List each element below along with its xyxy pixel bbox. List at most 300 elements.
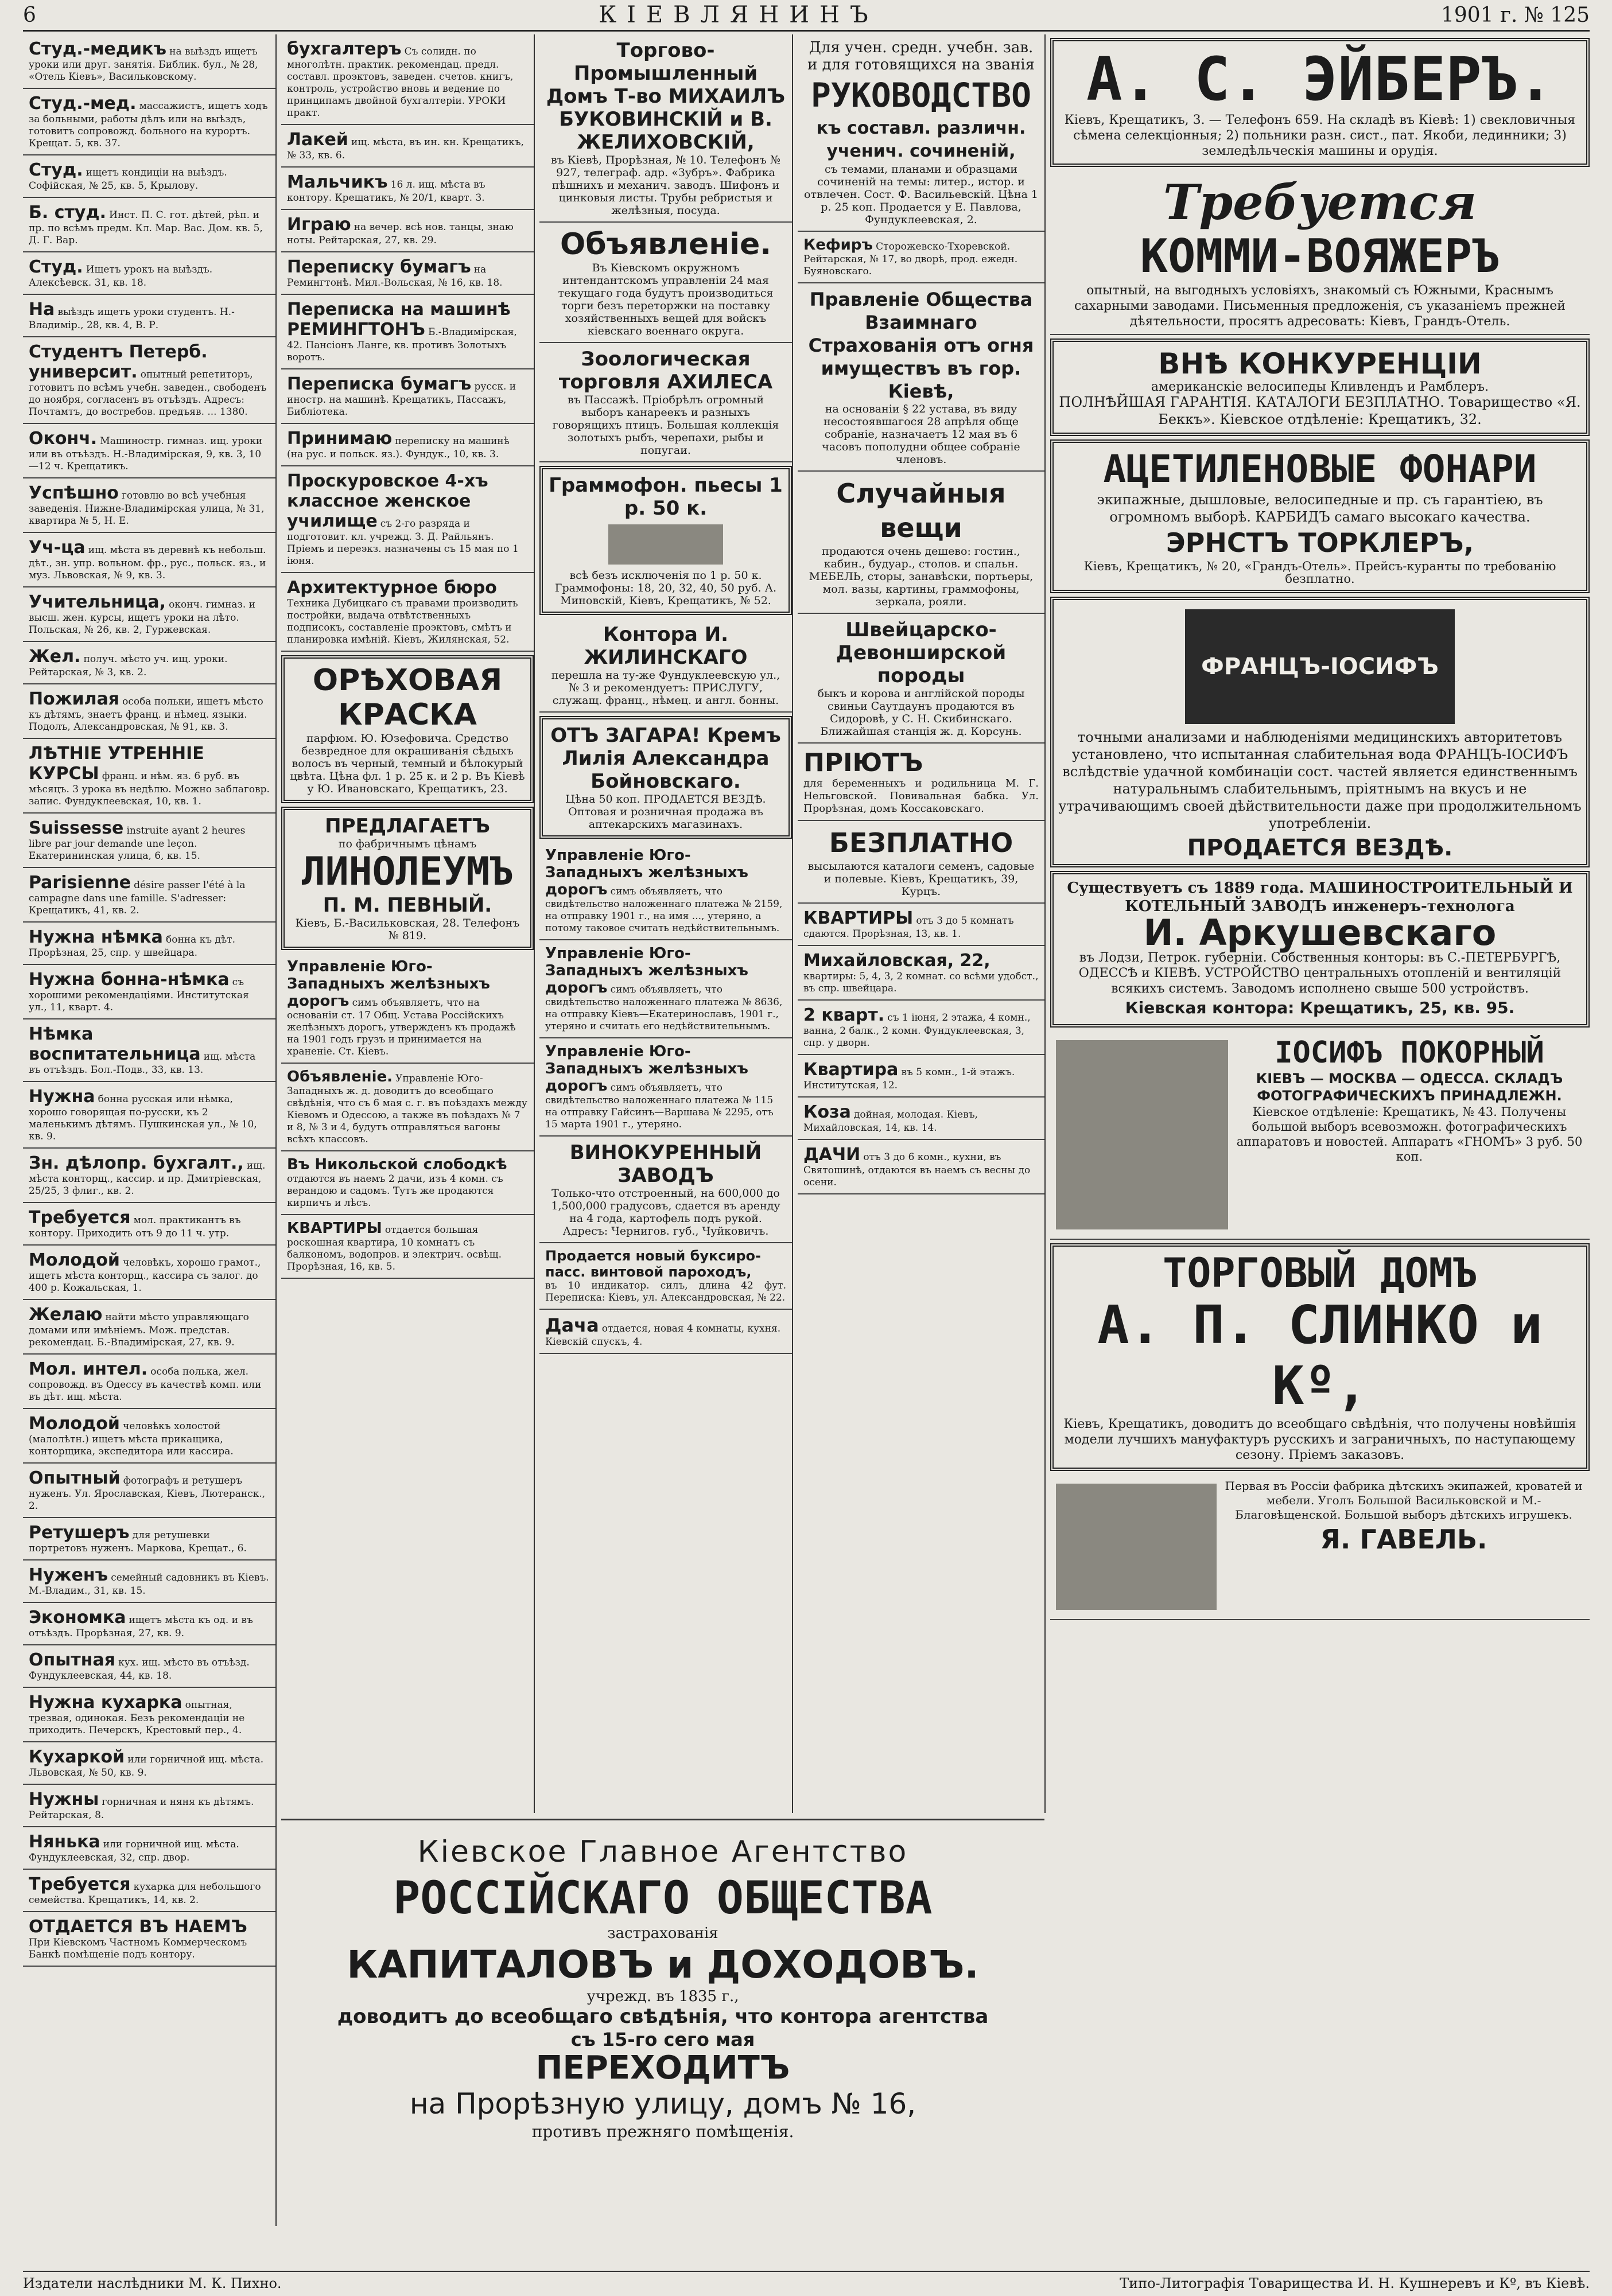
- ad-text: на вечер. всѣ нов. танцы, знаю ноты. Рейтарская, 27, кв. 29.: [287, 221, 514, 246]
- ad-text: семейный садовникъ въ Кіевъ. М.-Владим., 31, кв. 15.: [29, 1572, 269, 1597]
- agency-line-9: на Прорѣзную улицу, домъ № 16,: [409, 2087, 916, 2120]
- ad-subheading: КІЕВЪ — МОСКВА — ОДЕССА. СКЛАДЪ ФОТОГРАФИЧЕСКИХЪ ПРИНАДЛЕЖН.: [1256, 1071, 1563, 1104]
- ad-text: получ. мѣсто уч. ищ. уроки. Рейтарская, № 3, кв. 2.: [29, 653, 228, 678]
- column-3: [539, 34, 793, 1813]
- classified-ad: [281, 34, 534, 125]
- ad-text: ищ. мѣста въ деревнѣ къ небольш. дѣт., зн. упр. вольном. фр., рус., польск. яз., и муз. Львовская, № 9, кв. 3.: [29, 544, 266, 581]
- column-4: [798, 34, 1046, 1813]
- ad-heading: Ретушеръ: [29, 1523, 130, 1543]
- ad-text: Машиностр. гимназ. ищ. уроки или въ отъѣздъ. Н.-Владимірская, 9, кв. 3, 10—12 ч. Крещатикъ.: [29, 435, 263, 472]
- classified-ad: [23, 1518, 275, 1560]
- agency-line-8: ПЕРЕХОДИТЪ: [535, 2049, 790, 2087]
- ad-text: съ хорошими рекомендаціями. Институтская ул., 11, кварт. 4.: [29, 976, 249, 1013]
- ad-heading: Квартира: [803, 1060, 899, 1080]
- ad-text: для беременныхъ и родильница М. Г. Нельговской. Повивальная бабка. Ул. Прорѣзная, домъ Коссаковскаго.: [803, 777, 1039, 815]
- ad-heading: Лакей: [287, 130, 348, 150]
- ad-insurance-board: [798, 283, 1044, 472]
- ad-heading: Требуется: [29, 1874, 131, 1894]
- ad-text: отдаются въ наемъ 2 дачи, изъ 4 комн. съ верандою и садомъ. Тутъ же продаются кирпичъ и лѣсъ.: [287, 1173, 503, 1209]
- classified-ad: [23, 965, 275, 1019]
- ad-pretext: Существуетъ съ 1889 года. МАШИНОСТРОИТЕЛЬНЫЙ И КОТЕЛЬНЫЙ ЗАВОДЪ инженеръ-технолога: [1067, 880, 1573, 915]
- railway-notice: [539, 1038, 792, 1137]
- ad-heading: Требуется: [1163, 174, 1477, 231]
- ad-office: [539, 618, 792, 713]
- ad-heading: Михайловская, 22,: [803, 951, 990, 971]
- ad-subheading: къ составл. различн. ученич. сочиненій,: [816, 118, 1026, 161]
- ad-heading: Пожилая: [29, 689, 120, 709]
- ad-text: выѣздъ ищетъ уроки студентъ. Н.-Владимір., 28, кв. 4, В. Р.: [29, 306, 235, 331]
- ad-heading: ОТЪ ЗАГАРА! Кремъ Лилія Александра Бойновскаго.: [550, 724, 781, 793]
- railway-notice: [539, 940, 792, 1038]
- ad-text: фотографъ и ретушеръ нуженъ. Ул. Ярославская, Кіевъ, Лютеранск., 2.: [29, 1475, 266, 1512]
- page-number: 6: [23, 3, 36, 27]
- ad-text: Инст. П. С. гот. дѣтей, рѣп. и пр. по всѣмъ предм. Кл. Мар. Вас. Дом. кв. 5, Д. Г. Вар.: [29, 209, 263, 246]
- ad-heading: ІОСИФЪ ПОКОРНЫЙ: [1275, 1036, 1544, 1070]
- ad-text: въ Кіевѣ, Прорѣзная, № 10. Телефонъ № 927, телеграф. адр. «Зубръ». Фабрика пѣшнихъ и механич. заводъ. Шифонъ и цинковыя листы. Трубы ребристыя и желѣзныя, посуда.: [551, 154, 780, 217]
- ad-text: съ темами, планами и образцами сочиненій на темы: литер., истор. и отвлечен. Сост. Ф. Васильевскій. Цѣна 1 р. 25 коп. Продается у Е. Павлова, Фундуклеевская, 2.: [804, 163, 1038, 226]
- classified-ad: [281, 168, 534, 210]
- ad-heading: Контора И. ЖИЛИНСКАГО: [584, 623, 748, 669]
- ad-text: переписку на машинѣ (на рус. и польск. яз.). Фундук., 10, кв. 3.: [287, 435, 510, 460]
- ad-bicycles: [1050, 338, 1590, 436]
- ad-heading: Успѣшно: [29, 483, 119, 503]
- classified-ad: [23, 424, 275, 478]
- classified-ad: [281, 424, 534, 466]
- ad-dacha: [539, 1310, 792, 1354]
- ad-photo-supplies: [1050, 1031, 1590, 1240]
- ad-heading: Учительница,: [29, 592, 166, 612]
- ad-arkushevsky-plant: [1050, 871, 1590, 1028]
- ad-heading: Правленіе Общества Взаимнаго Страхованія отъ огня имуществъ въ гор. Кіевѣ,: [808, 289, 1034, 402]
- classified-ad: [23, 252, 275, 295]
- ad-linoleum: [281, 807, 534, 950]
- ad-subheading: по фабричнымъ цѣнамъ: [338, 838, 477, 850]
- ad-text: на Ремингтонѣ. Мил.-Вольская, № 16, кв. 18.: [287, 264, 503, 289]
- classified-ad: [23, 1688, 275, 1742]
- publisher: Издатели наслѣдники М. К. Пихно.: [23, 2275, 282, 2291]
- ad-heading: Студ.-мед.: [29, 94, 137, 114]
- ad-text: всѣ безъ исключенія по 1 р. 50 к. Граммофоны: 18, 20, 32, 40, 50 руб. А. Миновскій, Кіевъ, Крещатикъ, № 52.: [554, 569, 777, 607]
- ad-heading: Принимаю: [287, 429, 393, 449]
- ad-text: опытный, на выгодныхъ условіяхъ, знакомый съ Южными, Краснымъ сахарными заводами. Письменныя предложенія, съ указаніемъ прежней дѣятельности, просятъ адресовать: Кіевъ, Грандъ-Отель.: [1074, 283, 1566, 329]
- ad-subheading: КОММИ-ВОЯЖЕРЪ: [1140, 229, 1500, 283]
- ad-text: Б.-Владимірская, 42. Пансіонъ Ланге, кв. противъ Золотыхъ воротъ.: [287, 326, 517, 363]
- ad-heading: Управленіе Юго-Западныхъ желѣзныхъ дорогъ: [545, 847, 748, 898]
- ad-office: Кіевская контора: Крещатикъ, 25, кв. 95.: [1125, 998, 1515, 1017]
- ad-text: экипажные, дышловые, велосипедные и пр. съ гарантіею, въ огромномъ выборѣ. КАРБИДЪ самаго высокаго качества.: [1097, 492, 1543, 525]
- ad-heading: Нужна бонна-нѣмка: [29, 970, 230, 990]
- ad-heading: Желаю: [29, 1305, 103, 1325]
- ad-gavel-prams: [1050, 1474, 1590, 1620]
- ad-text: отдается большая роскошная квартира, 10 комнатъ съ балкономъ, водопров. и электрич. освѣщ. Прорѣзная, 16, кв. 5.: [287, 1224, 502, 1272]
- ad-kefir: [798, 232, 1044, 283]
- ad-heading: Нужны: [29, 1789, 99, 1809]
- ad-text: Первая въ Россіи фабрика дѣтскихъ экипажей, кроватей и мебели. Уголъ Большой Васильковской и М.-Благовѣщенской. Большой выборъ дѣтскихъ игрушекъ.: [1225, 1479, 1583, 1521]
- column-5: [1050, 34, 1590, 2226]
- ad-zoo-shop: [539, 343, 792, 462]
- classified-ad: [23, 1149, 275, 1203]
- ad-heading: Нужна: [29, 1087, 95, 1107]
- classified-ad: [23, 198, 275, 252]
- ad-text: перешла на ту-же Фундуклеевскую ул., № 3 и рекомендуетъ: ПРИСЛУГУ, служащ. франц., нѣмец. и англ. бонны.: [551, 669, 780, 707]
- ad-heading: Молодой: [29, 1250, 120, 1270]
- ad-text: Съ солидн. по многолѣтн. практик. рекомендац. предл. составл. проэктовъ, заведен. счетов. книгъ, контроль, устройство вновь и ведение по принципамъ двойной бухгалтеріи. УРОКИ практ.: [287, 46, 514, 119]
- masthead: [23, 0, 1590, 32]
- ad-heading: Опытный: [29, 1468, 121, 1488]
- ad-text: высылаются каталоги семенъ, садовые и полевые. Кіевъ, Крещатикъ, 39, Курцъ.: [807, 860, 1035, 898]
- ad-heading: АЦЕТИЛЕНОВЫЕ ФОНАРИ: [1103, 447, 1537, 491]
- ad-brand: П. М. ПЕВНЫЙ.: [323, 894, 492, 917]
- ad-heading: Переписка на машинѣ РЕМИНГТОНЪ: [287, 299, 511, 340]
- ad-text: Ищетъ урокъ на выѣздъ. Алексѣевск. 31, кв. 18.: [29, 264, 213, 289]
- ad-pretext: Для учен. средн. учебн. зав. и для готовящихся на званія: [807, 39, 1035, 73]
- classified-ad: [23, 1645, 275, 1688]
- agency-line-3: застрахованія: [607, 1925, 718, 1942]
- ad-text: на основаніи § 22 устава, въ виду несостоявшагося 28 апрѣля обще собраніе, назначаетъ 12 мая въ 6 часовъ пополудни общее собраніе членовъ.: [822, 403, 1020, 466]
- rental-ad: [798, 1098, 1044, 1140]
- ad-brand: А. П. СЛИНКО и Кº,: [1097, 1294, 1543, 1416]
- ad-text: человѣкъ, хорошо грамот., ищетъ мѣста конторщ., кассира съ залог. до 400 р. Кожальская, 1.: [29, 1257, 261, 1294]
- ad-text: симъ объявляетъ, что свидѣтельство наложеннаго платежа № 115 на отправку Гайсинъ—Варшава № 2295, отъ 15 марта 1901 г., утеряно.: [545, 1082, 774, 1130]
- agency-line-1: Кіевское Главное Агентство: [417, 1835, 908, 1869]
- ad-text: опытная, трезвая, одинокая. Безъ рекомендаціи не приходить. Печерскъ, Крестовый пер., 4.: [29, 1699, 245, 1736]
- ad-heading: Объявленіе.: [560, 227, 771, 262]
- railway-notice: [281, 954, 534, 1064]
- ad-text: ПОЛНѢЙШАЯ ГАРАНТІЯ. КАТАЛОГИ БЕЗПЛАТНО. Товарищество «Я. Беккъ». Кіевское отдѣленіе: Крещатикъ, 32.: [1059, 394, 1581, 427]
- classified-ad: [23, 1827, 275, 1870]
- ad-text: Кіевское отдѣленіе: Крещатикъ, № 43. Получены большой выборъ всевозможн. фотографическихъ аппаратовъ и новостей. Аппаратъ «ГНОМЪ» 3 руб. 50 коп.: [1236, 1105, 1583, 1163]
- ad-text: симъ объявляетъ, что свидѣтельство наложеннаго платежа № 8636, на отправку Кіевъ—Екатеринославъ, 1901 г., утеряно и считать его недѣйствительнымъ.: [545, 984, 783, 1032]
- ad-text: особа полька, жел. сопровожд. въ Одессу въ качествѣ комп. или въ дѣт. ищ. мѣста.: [29, 1366, 262, 1403]
- ad-text: горничная и няня къ дѣтямъ. Рейтарская, 8.: [29, 1796, 254, 1821]
- rental-ad: [798, 904, 1044, 946]
- ad-heading: Молодой: [29, 1414, 120, 1434]
- classified-ad: [23, 587, 275, 642]
- ad-text: бонна русская или нѣмка, хорошо говорящая по-русски, къ 2 маленькимъ дѣтямъ. Пушкинская ул., № 10, кв. 9.: [29, 1093, 257, 1142]
- bottle-label-image: [1185, 609, 1455, 724]
- classified-ad: [23, 1560, 275, 1603]
- ad-free-catalogs: [798, 821, 1044, 904]
- ad-text: съ 1 іюня, 2 этажа, 4 комн., ванна, 2 балк., 2 комн. Фундуклеевская, 3, спр. у дворн.: [803, 1012, 1031, 1049]
- ad-heading: КВАРТИРЫ: [287, 1220, 382, 1237]
- ad-text: или горничной ищ. мѣста. Фундуклеевская, 32, спр. двор.: [29, 1839, 239, 1863]
- classified-ad: [23, 34, 275, 89]
- classified-ad: [23, 478, 275, 533]
- ad-text: Только-что отстроенный, на 600,000 до 1,500,000 градусовъ, сдается въ аренду на 4 года, картофель подъ рукой. Адресъ: Чернигов. губ., Чуйковичъ.: [551, 1187, 780, 1237]
- ad-heading: ОРѢХОВАЯ КРАСКА: [312, 663, 503, 732]
- ad-text: или горничной ищ. мѣста. Львовская, № 50, кв. 9.: [29, 1754, 264, 1779]
- ad-random-items: [798, 472, 1044, 614]
- classified-ad: [23, 337, 275, 424]
- ad-heading: Нужна кухарка: [29, 1692, 182, 1713]
- ad-heading: Управленіе Юго-Западныхъ желѣзныхъ дорогъ: [545, 1043, 748, 1095]
- ad-text: instruite ayant 2 heures libre par jour demande une leçon. Екатерининская улица, 6, кв. 15.: [29, 825, 246, 862]
- ad-text: готовлю во всѣ учебныя заведенія. Нижне-Владимірская улица, № 31, квартира № 5, Н. Е.: [29, 490, 265, 527]
- ad-heading: Случайныя вещи: [836, 478, 1006, 543]
- ad-heading: Дача: [545, 1314, 599, 1336]
- classified-ad: [23, 1082, 275, 1149]
- ad-heading: Требуется: [29, 1208, 131, 1228]
- ad-text: для ретушевки портретовъ нуженъ. Маркова, Крещат., 6.: [29, 1530, 247, 1554]
- classified-ad: [23, 1409, 275, 1464]
- ad-heading: И. Аркушевскаго: [1143, 912, 1497, 954]
- ad-heading: Объявленіе.: [287, 1068, 393, 1085]
- rental-ad: [798, 1140, 1044, 1194]
- ad-heading: Переписку бумагъ: [287, 257, 471, 277]
- classified-ad: [23, 684, 275, 739]
- ad-text: отъ 3 до 5 комнатъ сдаются. Прорѣзная, 13, кв. 1.: [803, 915, 1014, 940]
- ad-nut-paint: [281, 655, 534, 803]
- ad-text: въ Лодзи, Петрок. губерніи. Собственныя конторы: въ С.-ПЕТЕРБУРГѢ, ОДЕССѢ и КІЕВѢ. УСТРОЙСТВО центральныхъ отопленій и вентиляцій всякихъ системъ. Заводомъ исполнено свыше 500 устройствъ.: [1078, 951, 1561, 996]
- ad-heading: Оконч.: [29, 429, 98, 449]
- ad-heading: Архитектурное бюро: [287, 578, 497, 598]
- ad-text: особа польки, ищетъ мѣсто къ дѣтямъ, знаетъ франц. и нѣмец. языки. Подолъ, Александровская, № 91, кв. 3.: [29, 696, 263, 733]
- ad-cream: [539, 716, 792, 839]
- ad-heading: Переписка бумагъ: [287, 374, 472, 394]
- ad-text: Цѣна 50 коп. ПРОДАЕТСЯ ВЕЗДѢ. Оптовая и розничная продажа въ аптекарскихъ магазинахъ.: [565, 793, 766, 831]
- ad-text: продаются очень дешево: гостин., кабин., будуар., столов. и спальн. МЕБЕЛЬ, сторы, занавѣски, портьеры, мол. вазы, картины, граммофоны, зеркала, рояли.: [809, 545, 1034, 608]
- classified-ad: [281, 295, 534, 369]
- ad-gramophone: [539, 466, 792, 615]
- agency-line-5: учрежд. въ 1835 г.,: [586, 1988, 739, 2005]
- ad-heading: Suissesse: [29, 818, 124, 838]
- classified-ad: [23, 1785, 275, 1827]
- classified-ad: [281, 210, 534, 252]
- agency-line-7: съ 15-го сего мая: [570, 2029, 755, 2050]
- ad-heading: Проскуровское 4-хъ классное женское училище: [287, 471, 488, 531]
- classified-ad: [281, 466, 534, 573]
- insurance-agency-banner: [281, 1819, 1044, 2279]
- ad-address: Кіевъ, Крещатикъ, № 20, «Грандъ-Отель». Прейсъ-куранты по требованію безплатно.: [1083, 559, 1556, 586]
- ad-heading: На: [29, 299, 55, 320]
- camera-image: [1056, 1040, 1228, 1229]
- ad-heading: Parisienne: [29, 873, 131, 893]
- agency-line-2: РОССІЙСКАГО ОБЩЕСТВА: [393, 1873, 933, 1924]
- ad-heading: КВАРТИРЫ: [803, 908, 914, 928]
- ad-heading: ВИНОКУРЕННЫЙ ЗАВОДЪ: [569, 1141, 762, 1187]
- ad-text: франц. и нѣм. яз. 6 руб. въ мѣсяцъ. 3 урока въ недѣлю. Можно заблаговр. запис. Фундуклеевская, 10, кв. 1.: [29, 770, 270, 807]
- ad-text: désire passer l'été à la campagne dans une famille. S'adresser: Крещатикъ, 41, кв. 2.: [29, 880, 246, 916]
- ad-text: бонна къ дѣт. Прорѣзная, 25, спр. у швейцара.: [29, 934, 236, 959]
- ad-text: быкъ и корова и англійской породы свиньи Саутдаунъ продаются въ Сидоровѣ, у С. Н. Скибинскаго. Ближайшая станція ж. д. Корсунь.: [817, 687, 1025, 738]
- ad-product: ЛИНОЛЕУМЪ: [301, 849, 514, 894]
- ad-distillery: [539, 1137, 792, 1243]
- ad-heading: БЕЗПЛАТНО: [829, 827, 1013, 858]
- ad-heading: Нуженъ: [29, 1565, 108, 1585]
- ad-text: Кіевъ, Крещатикъ, 3. — Телефонъ 659. На складѣ въ Кіевѣ: 1) свекловичныя сѣмена селекціонныя; 2) польники разн. сист., пат. Якоби, лединники; 3) земледѣльческія машины и орудія.: [1064, 113, 1576, 158]
- ad-text: квартиры: 5, 4, 3, 2 комнат. со всѣми удобст., въ спр. швейцара.: [803, 971, 1039, 994]
- ad-heading: 2 кварт.: [803, 1005, 885, 1025]
- ad-heading: Управленіе Юго-Западныхъ желѣзныхъ дорогъ: [287, 958, 490, 1010]
- ad-text: Управленіе Юго-Западныхъ ж. д. доводитъ до всеобщаго свѣдѣнія, что съ 6 мая с. г. въ поѣздахъ между Кіевомъ и Одессою, а также въ поѣздахъ № 7 и 8, № 3 и 4, будутъ отправляться вагоны всѣхъ классовъ.: [287, 1073, 527, 1145]
- ad-text: оконч. гимназ. и высш. жен. курсы, ищетъ уроки на лѣто. Польская, № 26, кв. 2, Гуржевская.: [29, 599, 255, 636]
- ad-heading: Швейцарско-Девонширской породы: [836, 618, 1007, 687]
- classified-ad: [23, 1355, 275, 1409]
- rental-ad: [798, 946, 1044, 1001]
- ad-heading: ЛѢТНІЕ УТРЕННІЕ КУРСЫ: [29, 744, 204, 784]
- ad-text: ищ. мѣста, въ ин. кн. Крещатикъ, № 33, кв. 6.: [287, 137, 524, 161]
- pram-image: [1056, 1484, 1217, 1610]
- classified-ad: [23, 1203, 275, 1246]
- ad-text: мол. практикантъ въ контору. Приходить отъ 9 до 11 ч. утр.: [29, 1215, 241, 1239]
- agency-line-10: противъ прежняго помѣщенія.: [531, 2122, 794, 2141]
- classified-ad: [23, 1912, 275, 1967]
- ad-heading: Экономка: [29, 1608, 126, 1628]
- ad-sale: ПРОДАЕТСЯ ВЕЗДѢ.: [1187, 835, 1453, 861]
- ad-heading: Торгово-Промышленный Домъ Т-во МИХАИЛЪ БУКОВИНСКІЙ и В. ЖЕЛИХОВСКІЙ,: [546, 39, 786, 154]
- railway-notice: [539, 842, 792, 940]
- ad-text: отдается, новая 4 комнаты, кухня. Кіевскій спускъ, 4.: [545, 1323, 781, 1348]
- ad-text: найти мѣсто управляющаго домами или имѣніемъ. Мож. представ. рекомендац. Б.-Владимірская, 27, кв. 9.: [29, 1312, 249, 1348]
- ad-text: парфюм. Ю. Юзефовича. Средство безвредное для окрашиванія сѣдыхъ волосъ въ черный, темный и бѣлокурый цвѣта. Цѣна фл. 1 р. 25 к. и 2 р. Въ Кіевѣ у Ю. Ивановскаго, Крещатикъ, 23.: [290, 732, 525, 795]
- ad-brand: ЭРНСТЪ ТОРКЛЕРЪ,: [1166, 527, 1474, 558]
- printer: Типо-Литографія Товарищества И. Н. Кушнеревъ и Кº, въ Кіевѣ.: [1120, 2275, 1590, 2291]
- rental-ad: [798, 1001, 1044, 1055]
- ad-heading: Играю: [287, 215, 351, 235]
- ad-text: русск. и иностр. на машинѣ. Крещатикъ, Пассажъ, Библіотека.: [287, 381, 516, 418]
- ad-text: массажистъ, ищетъ ходъ за больными, работы дѣлъ или на выѣздъ, готовитъ сопровожд. больного на курортъ. Крещат. 5, кв. 37.: [29, 100, 268, 149]
- ad-announcement: [539, 223, 792, 343]
- classified-ad: [23, 295, 275, 337]
- railway-notice: [281, 1215, 534, 1279]
- ad-heading: Жел.: [29, 647, 81, 667]
- ad-heading: Мальчикъ: [287, 172, 388, 192]
- ad-text: отъ 3 до 6 комн., кухни, въ Святошинѣ, отдаются въ наемъ съ весны до осени.: [803, 1151, 1031, 1188]
- classified-ad: [23, 1603, 275, 1645]
- classified-ad: [23, 642, 275, 684]
- newspaper-title: КІЕВЛЯНИНЪ: [599, 2, 879, 28]
- ad-commis-voyageur: [1050, 170, 1590, 335]
- ad-heading: бухгалтеръ: [287, 39, 402, 59]
- ad-text: Въ Кіевскомъ окружномъ интендантскомъ управленіи 24 мая текущаго года будутъ производиться торги безъ переторжки на поставку хозяйственныхъ вещей для войскъ кіевскаго военнаго округа.: [558, 262, 774, 337]
- ad-heading: Граммофон. пьесы 1 р. 50 к.: [549, 474, 783, 520]
- ad-heading: Зн. дѣлопр. бухгалт.,: [29, 1153, 244, 1173]
- classified-ad: [23, 739, 275, 814]
- page-footer: [23, 2271, 1590, 2296]
- ad-heading: А. С. ЭЙБЕРЪ.: [1086, 44, 1553, 114]
- classified-ad: [23, 1870, 275, 1912]
- classified-ad: [23, 1246, 275, 1300]
- ad-heading: ПРЕДЛАГАЕТЪ: [325, 815, 490, 838]
- rental-ad: [798, 1055, 1044, 1098]
- ad-heading: Кефиръ: [803, 236, 873, 254]
- railway-notice: [281, 1064, 534, 1151]
- ad-heading: РУКОВОДСТВО: [810, 76, 1032, 115]
- ad-acetylene-lamps: [1050, 439, 1590, 593]
- ad-text: Сторожевско-Тхоревской. Рейтарская, № 17, во дворѣ, прод. ежедн. Буяновскаго.: [803, 241, 1018, 277]
- ad-heading: Студ.: [29, 160, 83, 180]
- ad-slinko: [1050, 1243, 1590, 1471]
- ad-heading: Мол. интел.: [29, 1359, 148, 1379]
- classified-ad: [281, 573, 534, 652]
- classified-ad: [23, 1019, 275, 1082]
- ad-heading: Уч-ца: [29, 538, 86, 558]
- classified-ad: [23, 1300, 275, 1355]
- ad-heading: Нѣмка воспитательница: [29, 1024, 201, 1064]
- classified-ad: [23, 868, 275, 923]
- ad-text: Кіевъ, Б.-Васильковская, 28. Телефонъ № 819.: [295, 917, 520, 942]
- classified-ad: [281, 369, 534, 424]
- ad-guide-book: [798, 34, 1044, 232]
- ad-text: симъ объявляетъ, что свидѣтельство наложеннаго платежа № 2159, на отправку 1901 г., на имя ..., утеряно, а потому таковое считать недѣйствительнымъ.: [545, 886, 783, 934]
- ad-shelter: [798, 744, 1044, 821]
- agency-line-4: КАПИТАЛОВЪ и ДОХОДОВЪ.: [347, 1943, 979, 1987]
- column-2: [281, 34, 535, 1813]
- ad-text: дойная, молодая. Кіевъ, Михайловская, 14, кв. 14.: [803, 1109, 978, 1134]
- ad-heading: ПРІЮТЪ: [803, 748, 923, 777]
- ad-heading: Студентъ Петерб. университ.: [29, 342, 208, 382]
- classified-ad: [23, 923, 275, 965]
- ad-text: точными анализами и наблюденіями медицинскихъ авторитетовъ установлено, что испытанная слабительная вода ФРАНЦЪ-ІОСИФЪ вслѣдствіе удачной комбинаціи сост. частей является единственнымъ натуральнымъ слабительнымъ, пріятнымъ на вкусъ и не утрачивающимъ своей дѣйствительности даже при продолжительномъ употребленіи.: [1058, 729, 1582, 831]
- ad-text: Техника Дубицкаго съ правами производить постройки, выдача отвѣтственныхъ подписокъ, составленіе проэктовъ, смѣтъ и планировка имѣній. Кіевъ, Жилянская, 52.: [287, 598, 518, 645]
- ad-trading-house: [539, 34, 792, 223]
- ad-heading: ДАЧИ: [803, 1145, 861, 1165]
- ad-text: опытный репетиторъ, готовитъ по всѣмъ учебн. заведен., свободенъ до ноября, согласенъ въ отъѣздъ. Адресъ: Почтамтъ, до востребов. предъяв. ... 1380.: [29, 369, 267, 418]
- classified-ad: [23, 1742, 275, 1785]
- ad-heading: Кухаркой: [29, 1747, 125, 1767]
- classified-ad: [281, 252, 534, 295]
- ad-text: кухарка для небольшого семейства. Крещатикъ, 14, кв. 2.: [29, 1881, 261, 1906]
- ad-heading: ФРАНЦЪ-ІОСИФЪ: [1201, 653, 1439, 680]
- ad-heading: Б. студ.: [29, 203, 107, 223]
- classified-ad: [23, 814, 275, 868]
- ad-heading: Въ Никольской слободкѣ: [287, 1156, 507, 1173]
- ad-eiber: [1050, 38, 1590, 167]
- ad-text: съ 2-го разряда и подготовит. кл. учрежд. З. Д. Райльянъ. Пріемъ и переэкз. назначены съ 15 мая по 1 іюня.: [287, 518, 519, 567]
- agency-line-6: доводитъ до всеобщаго свѣдѣнія, что контора агентства: [337, 2005, 989, 2028]
- ad-text: 16 л. ищ. мѣста въ контору. Крещатикъ, № 20/1, кварт. 3.: [287, 179, 485, 204]
- ad-text: При Кіевскомъ Частномъ Коммерческомъ Банкѣ помѣщеніе подъ контору.: [29, 1937, 247, 1960]
- ad-mineral-water: [1050, 597, 1590, 867]
- column-1: [23, 34, 277, 2226]
- issue-number: 1901 г. № 125: [1440, 3, 1590, 27]
- railway-notice: [281, 1151, 534, 1215]
- gramophone-image: [608, 524, 723, 565]
- ad-text: въ Пассажѣ. Пріобрѣлъ огромный выборъ канареекъ и разныхъ говорящихъ птицъ. Большая коллекція золотыхъ рыбъ, черепахи, рыбы и попугаи.: [552, 394, 779, 457]
- ad-text: ищетъ кондиціи на выѣздъ. Софійская, № 25, кв. 5, Крылову.: [29, 167, 227, 192]
- ad-heading: Я. ГАВЕЛЬ.: [1320, 1524, 1487, 1555]
- ad-text: на выѣздъ ищетъ уроки или друг. занятія. Библик. бул., № 28, «Отель Кіевъ», Васильковскому.: [29, 46, 258, 83]
- ad-text: ищ. мѣста конторщ., кассир. и пр. Дмитріевская, 25/25, 3 флиг., кв. 2.: [29, 1160, 266, 1197]
- ad-text: ищ. мѣста въ отъѣздъ. Бол.-Подв., 33, кв. 13.: [29, 1051, 256, 1076]
- ad-heading: Опытная: [29, 1650, 115, 1670]
- ad-steamer: [539, 1243, 792, 1310]
- ad-heading: ВНѢ КОНКУРЕНЦІИ: [1158, 347, 1482, 380]
- ad-subheading: американскіе велосипеды Кливлендъ и Рамблеръ.: [1151, 380, 1489, 394]
- ad-heading: Продается новый буксиро-пасс. винтовой пароходъ,: [545, 1248, 762, 1280]
- ad-text: въ 10 индикатор. силъ, длина 42 фут. Переписка: Кіевъ, ул. Александровская, № 22.: [545, 1280, 786, 1303]
- ad-text: въ 5 комн., 1-й этажъ. Институтская, 12.: [803, 1067, 1015, 1091]
- ad-heading: Нянька: [29, 1832, 100, 1852]
- ad-heading: Зоологическая торговля АХИЛЕСА: [558, 348, 773, 394]
- ad-heading: Студ.: [29, 257, 83, 277]
- ad-text: кух. ищ. мѣсто въ отъѣзд. Фундуклеевская, 44, кв. 18.: [29, 1657, 250, 1682]
- ad-text: симъ объявляетъ, что на основаніи ст. 17 Общ. Устава Россійскихъ желѣзныхъ дорогъ, утвержденъ къ продажѣ на 1901 годъ грузъ и принимается на храненіе. Ст. Кіевъ.: [287, 997, 516, 1057]
- classified-ad: [23, 89, 275, 155]
- ad-text: человѣкъ холостой (малолѣтн.) ищетъ мѣста прикащика, конторщика, экспедитора или кассира.: [29, 1421, 234, 1457]
- classified-ad: [281, 125, 534, 168]
- classified-ad: [23, 533, 275, 587]
- classified-ad: [23, 155, 275, 198]
- ad-heading: Студ.-медикъ: [29, 39, 167, 59]
- ad-text: Кіевъ, Крещатикъ, доводитъ до всеобщаго свѣдѣнія, что получены новѣйшія модели лучшихъ мануфактуръ русскихъ и заграничныхъ, по наступающему сезону. Пріемъ заказовъ.: [1063, 1417, 1576, 1462]
- ad-heading: ОТДАЕТСЯ ВЪ НАЕМЪ: [29, 1917, 247, 1937]
- classified-ad: [23, 1464, 275, 1518]
- ad-heading: Нужна нѣмка: [29, 927, 163, 947]
- ad-heading: ТОРГОВЫЙ ДОМЪ: [1163, 1250, 1477, 1297]
- ad-cattle: [798, 614, 1044, 744]
- ad-text: ищетъ мѣста къ од. и въ отъѣздъ. Прорѣзная, 27, кв. 9.: [29, 1614, 253, 1639]
